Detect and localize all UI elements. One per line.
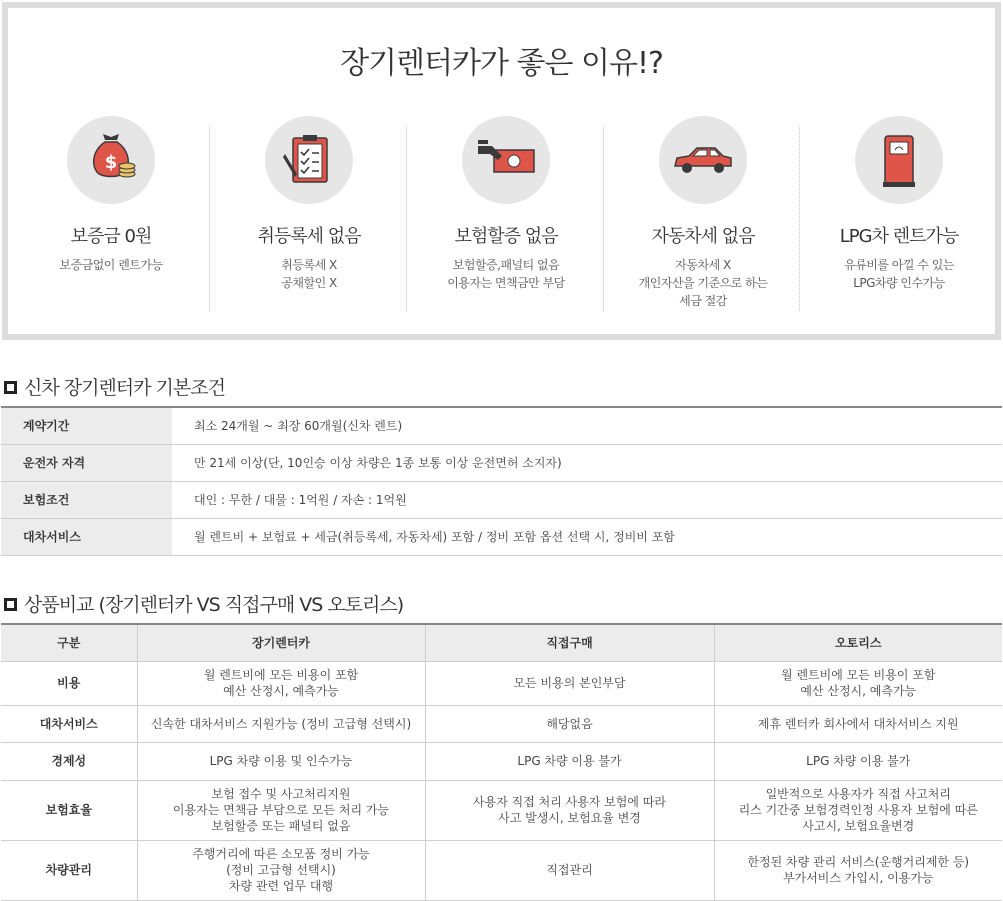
table-cell: LPG 차량 이용 및 인수가능: [137, 742, 425, 780]
row-label: 경제성: [1, 742, 137, 780]
square-bullet-icon: [4, 381, 17, 394]
benefit-title: 자동차세 없음: [651, 226, 755, 247]
table-cell: 보험 접수 및 사고처리지원 이용자는 면책금 부담으로 모든 처리 가능 보험할증 또는 패널티 없음: [137, 780, 425, 840]
benefits-title: 장기렌터카가 좋은 이유!?: [340, 46, 663, 81]
comparison-table: [1, 623, 1002, 901]
benefit-desc: 취등록세 X 공채할인 X: [281, 258, 337, 290]
benefit-desc: [12, 256, 210, 274]
money-bag-icon: [67, 116, 155, 204]
table-row: [1, 742, 1002, 780]
table-header-row: [1, 624, 1002, 661]
row-label: 차량관리: [1, 840, 137, 900]
table-cell: LPG 차량 이용 불가: [425, 742, 714, 780]
table-cell: 월 렌트비에 모든 비용이 포함 예산 산정시, 예측가능: [137, 661, 425, 705]
desc-line: 보증금없이 렌트가능: [59, 258, 163, 272]
table-row: [1, 518, 1002, 555]
benefit-lpg: [800, 116, 998, 292]
benefits-panel: [2, 2, 1001, 340]
square-bullet-icon: [4, 598, 17, 611]
hand-cash-icon: [462, 116, 550, 204]
row-label: 보험효율: [1, 780, 137, 840]
row-value: 대인 : 무한 / 대물 : 1억원 / 자손 : 1억원: [172, 481, 1002, 518]
car-icon: [659, 116, 747, 204]
table-row: [1, 705, 1002, 742]
benefit-deposit: [12, 116, 210, 274]
fuel-pump-icon: [855, 116, 943, 204]
table-cell: 모든 비용의 본인부담: [425, 661, 714, 705]
benefit-insurance: [407, 116, 605, 292]
row-label: 계약기간: [1, 407, 172, 444]
comparison-title: 상품비교 (장기렌터카 VS 직접구매 VS 오토리스): [24, 594, 404, 616]
conditions-title: 신차 장기렌터카 기본조건: [24, 377, 225, 399]
benefit-title: LPG차 렌트가능: [839, 226, 959, 247]
benefit-desc: 보험할증,패널티 없음 이용자는 면책금만 부담: [447, 258, 565, 290]
svg-text:$: $: [104, 152, 118, 173]
table-cell: 주행거리에 따른 소모품 정비 가능 (정비 고급형 선택시) 차량 관련 업무 대행: [137, 840, 425, 900]
row-value: 최소 24개월 ~ 최장 60개월(신차 렌트): [172, 407, 1002, 444]
benefit-title: 보험할증 없음: [454, 226, 558, 247]
benefit-car-tax: [604, 116, 802, 310]
clipboard-icon: [265, 116, 353, 204]
benefit-title: 취등록세 없음: [257, 226, 361, 247]
table-row: [1, 407, 1002, 444]
table-cell: 일반적으로 사용자가 직접 사고처리 리스 기간중 보험경력인정 사용자 보험에 따른 사고시, 보험요율변경: [714, 780, 1002, 840]
table-cell: LPG 차량 이용 불가: [714, 742, 1002, 780]
table-row: [1, 840, 1002, 900]
row-label: 보험조건: [1, 481, 172, 518]
column-header: 장기렌터카: [137, 624, 425, 661]
table-cell: 신속한 대차서비스 지원가능 (정비 고급형 선택시): [137, 705, 425, 742]
table-cell: 제휴 렌터카 회사에서 대차서비스 지원: [714, 705, 1002, 742]
benefit-registration-tax: [210, 116, 408, 292]
benefit-title: 보증금 0원: [70, 226, 152, 247]
benefit-desc: 유류비를 아낄 수 있는 LPG차량 인수가능: [844, 258, 954, 290]
table-row: [1, 444, 1002, 481]
comparison-heading: [4, 590, 403, 617]
conditions-heading: [4, 373, 225, 400]
table-cell: 월 렌트비에 모든 비용이 포함 예산 산정시, 예측가능: [714, 661, 1002, 705]
row-label: 대차서비스: [1, 705, 137, 742]
column-header: 직접구매: [425, 624, 714, 661]
table-cell: 한정된 차량 관리 서비스(운행거리제한 등) 부가서비스 가입시, 이용가능: [714, 840, 1002, 900]
row-value: 만 21세 이상(단, 10인승 이상 차량은 1종 보통 이상 운전면허 소지자): [172, 444, 1002, 481]
row-label: 운전자 자격: [1, 444, 172, 481]
table-row: [1, 481, 1002, 518]
table-row: [1, 661, 1002, 705]
table-cell: 해당없음: [425, 705, 714, 742]
table-cell: 사용자 직접 처리 사용자 보험에 따라 사고 발생시, 보험요율 변경: [425, 780, 714, 840]
table-cell: 직접관리: [425, 840, 714, 900]
row-label: 대차서비스: [1, 518, 172, 555]
column-header: 구분: [1, 624, 137, 661]
conditions-table: [1, 406, 1002, 556]
row-label: 비용: [1, 661, 137, 705]
table-row: [1, 780, 1002, 840]
column-header: 오토리스: [714, 624, 1002, 661]
benefit-desc: 자동차세 X 개인자산을 기준으로 하는 세금 절감: [638, 258, 768, 308]
row-value: 월 렌트비 + 보험료 + 세금(취등록세, 자동차세) 포함 / 정비 포함 옵션 선택 시, 정비비 포함: [172, 518, 1002, 555]
